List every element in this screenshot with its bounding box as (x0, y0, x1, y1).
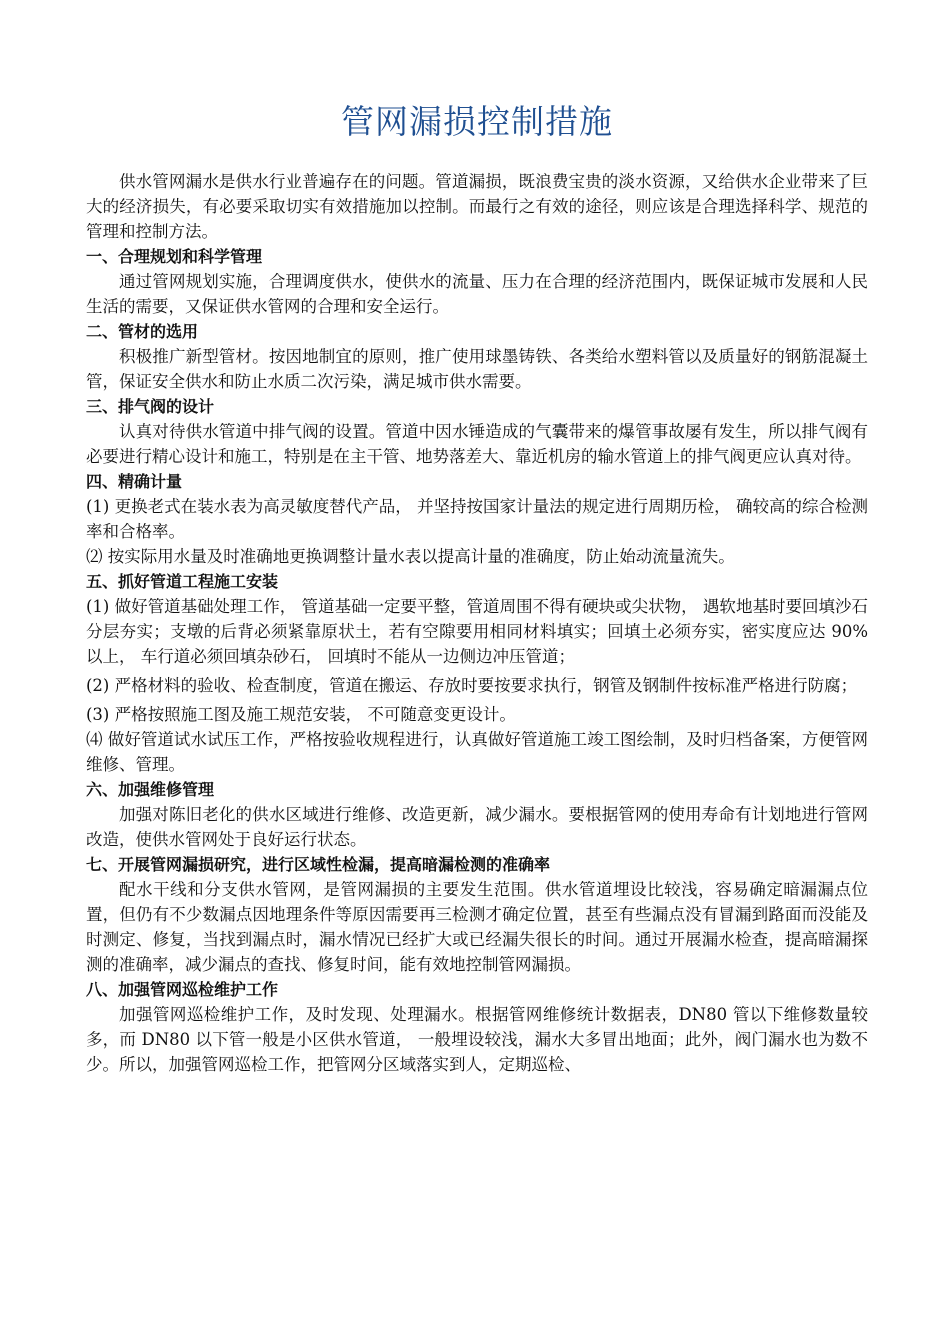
section-1-paragraph: 通过管网规划实施，合理调度供水，使供水的流量、压力在合理的经济范围内，既保证城市发展和人民生活的需要，又保证供水管网的合理和安全运行。 (86, 272, 868, 316)
section-heading-7: 七、开展管网漏损研究，进行区域性检漏，提高暗漏检测的准确率 (86, 855, 551, 874)
section-5-item-2: (2) 严格材料的验收、检查制度，管道在搬运、存放时要按要求执行，钢管及钢制件按标准严格进行防腐； (86, 676, 858, 695)
section-heading-6: 六、加强维修管理 (86, 780, 215, 799)
section-heading-2: 二、管材的选用 (86, 322, 199, 341)
section-3-paragraph: 认真对待供水管道中排气阀的设置。管道中因水锤造成的气囊带来的爆管事故屡有发生，所以排气阀有必要进行精心设计和施工，特别是在主干管、地势落差大、靠近机房的输水管道上的排气阀更应认真对待。 (86, 422, 868, 466)
section-heading-1: 一、合理规划和科学管理 (86, 247, 263, 266)
section-4-item-1: (1) 更换老式在装水表为高灵敏度替代产品， 并坚持按国家计量法的规定进行周期历检， 确较高的综合检测率和合格率。 (86, 497, 868, 541)
section-2-paragraph: 积极推广新型管材。按因地制宜的原则，推广使用球墨铸铁、各类给水塑料管以及质量好的钢筋混凝土管，保证安全供水和防止水质二次污染，满足城市供水需要。 (86, 347, 868, 391)
section-6-paragraph: 加强对陈旧老化的供水区域进行维修、改造更新，减少漏水。要根据管网的使用寿命有计划地进行管网改造，使供水管网处于良好运行状态。 (86, 805, 868, 849)
section-heading-8: 八、加强管网巡检维护工作 (86, 980, 279, 999)
page-title: 管网漏损控制措施 (341, 102, 613, 141)
section-5-item-3: (3) 严格按照施工图及施工规范安装， 不可随意变更设计。 (86, 705, 516, 724)
intro-paragraph: 供水管网漏水是供水行业普遍存在的问题。管道漏损，既浪费宝贵的淡水资源，又给供水企业带来了巨大的经济损失，有必要采取切实有效措施加以控制。而最行之有效的途径，则应该是合理选择科学、规范的管理和控制方法。 (86, 172, 868, 241)
section-4-item-2: ⑵ 按实际用水量及时准确地更换调整计量水表以提高计量的准确度，防止始动流量流失。 (86, 547, 735, 566)
document-page (86, 96, 868, 1077)
section-5-item-1: (1) 做好管道基础处理工作， 管道基础一定要平整，管道周围不得有硬块或尖状物， 遇软地基时要回填沙石分层夯实；支墩的后背必须紧靠原状土，若有空隙要用相同材料填实；回填土必须夯实，密实度应达 90%以上， 车行道必须回填杂砂石， 回填时不能从一边侧边冲压管道； (86, 597, 868, 666)
section-8-paragraph: 加强管网巡检维护工作，及时发现、处理漏水。根据管网维修统计数据表，DN80 管以下维修数量较多，而 DN80 以下管一般是小区供水管道， 一般埋设较浅，漏水大多冒出地面；此外，阀门漏水也为数不少。所以，加强管网巡检工作，把管网分区域落实到人，定期巡检、 (86, 1005, 868, 1074)
section-heading-3: 三、排气阀的设计 (86, 397, 215, 416)
section-heading-5: 五、抓好管道工程施工安装 (86, 572, 279, 591)
section-heading-4: 四、精确计量 (86, 472, 183, 491)
section-5-item-4: ⑷ 做好管道试水试压工作，严格按验收规程进行，认真做好管道施工竣工图绘制，及时归档备案，方便管网维修、管理。 (86, 730, 868, 774)
section-7-paragraph: 配水干线和分支供水管网，是管网漏损的主要发生范围。供水管道埋设比较浅，容易确定暗漏漏点位置，但仍有不少数漏点因地理条件等原因需要再三检测才确定位置，甚至有些漏点没有冒漏到路面而没能及时测定、修复，当找到漏点时，漏水情况已经扩大或已经漏失很长的时间。通过开展漏水检查，提高暗漏探测的准确率，减少漏点的查找、修复时间，能有效地控制管网漏损。 (86, 880, 868, 974)
